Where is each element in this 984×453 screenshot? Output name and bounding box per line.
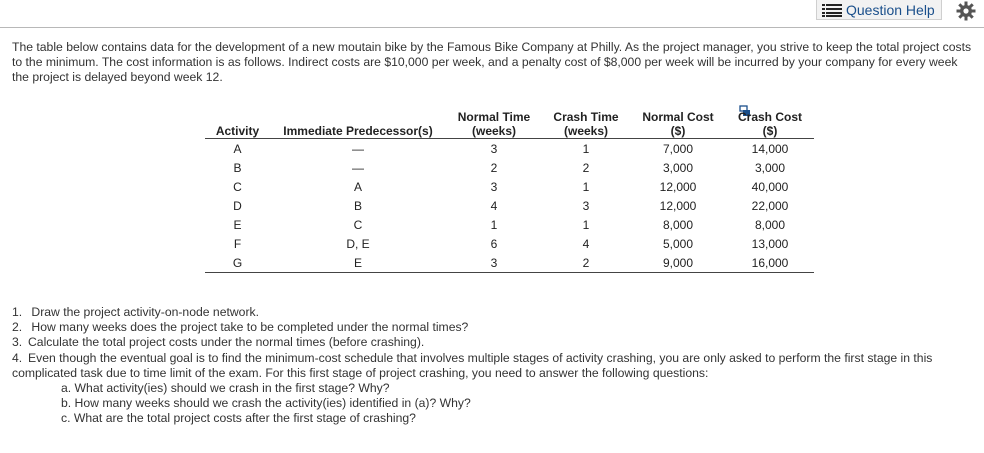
col-header-normal-time: Normal Time (weeks) [446,106,542,139]
cell-normal-cost: 5,000 [662,236,694,251]
cell-crash-time: 1 [582,179,590,194]
cell-normal-time: 3 [490,141,498,156]
col-header-crash-cost: Crash Cost ($) [726,106,814,139]
cell-crash-cost: 22,000 [751,198,789,213]
cell-predecessor: B [353,198,362,213]
cell-crash-time: 2 [582,160,590,175]
cell-normal-time: 3 [446,253,542,273]
cell-crash-time: 1 [582,141,590,156]
table-row [205,158,814,177]
cell-predecessor: A [353,179,362,194]
cell-normal-cost: 8,000 [662,217,694,232]
question-number: 1. [12,305,23,319]
table-row [205,196,814,215]
question-text: Calculate the total project costs under the normal times (before crashing). [28,335,425,350]
col-header-activity: Activity [205,106,270,139]
cell-activity: D [233,198,242,213]
question-text: Draw the project activity-on-node network. [31,305,259,319]
question-help-label: Question Help [846,1,935,18]
cell-normal-time: 4 [490,198,498,213]
cell-crash-time: 4 [582,236,590,251]
cell-normal-time: 3 [490,179,498,194]
cell-activity: F [233,236,242,251]
cell-crash-time: 1 [582,217,590,232]
cell-predecessor: — [352,160,364,175]
col-header-crash-time: Crash Time (weeks) [542,106,630,139]
cell-activity: E [233,217,242,232]
table-row [205,177,814,196]
subquestion-item: b. How many weeks should we crash the activity(ies) identified in (a)? Why? [61,396,471,411]
col-header-predecessors: Immediate Predecessor(s) [270,106,446,139]
question-list [12,305,978,427]
question-item [12,335,978,350]
gear-icon[interactable] [956,1,976,21]
cell-activity: G [205,253,270,273]
question-text: Even though the eventual goal is to find the minimum-cost schedule that involves multiple stages of activity crashing, you are only asked to perform the first stage in this complicated task due to time limit of the exam. For this first stage of project crashing, you need to answer the following questions: [12,350,933,380]
table-body [205,139,814,273]
header-divider [0,27,984,28]
cell-crash-cost: 8,000 [754,217,786,232]
activity-data-table [205,106,814,273]
cell-activity: C [233,179,242,194]
table-row [205,253,814,273]
top-toolbar [0,0,984,22]
question-help-button[interactable] [816,0,942,20]
cell-normal-time: 2 [490,160,498,175]
list-icon [822,3,842,17]
col-header-normal-cost: Normal Cost ($) [630,106,726,139]
table-header-row [205,106,814,139]
cell-predecessor: D, E [346,236,370,251]
cell-normal-time: 1 [490,217,498,232]
question-item [12,305,978,320]
cell-normal-cost: 9,000 [630,253,726,273]
cell-normal-cost: 7,000 [662,141,694,156]
question-number: 2. [12,320,23,335]
subquestion-item: c. What are the total project costs after the first stage of crashing? [61,411,416,426]
question-number: 3. [12,335,23,350]
cell-activity: B [233,160,242,175]
problem-statement: The table below contains data for the development of a new moutain bike by the Famous Bike Company at Philly. As the project manager, you strive to keep the total project costs to the minimum. The cost information is as follows. Indirect costs are $10,000 per week, and a penalty cost of $8,000 per week will be incurred by your company for every week the project is delayed beyond week 12. [12,40,972,84]
cell-predecessor: — [352,141,364,156]
cell-activity: A [233,141,242,156]
cell-normal-cost: 12,000 [659,198,697,213]
cell-crash-cost: 13,000 [751,236,789,251]
table-row [205,215,814,234]
cell-normal-cost: 3,000 [662,160,694,175]
table-row [205,139,814,159]
subquestion-item: a. What activity(ies) should we crash in the first stage? Why? [61,381,390,396]
cell-predecessor: C [353,217,363,232]
question-text: How many weeks does the project take to be completed under the normal times? [31,320,469,335]
question-item [12,351,978,381]
cell-normal-time: 6 [490,236,498,251]
table-row [205,234,814,253]
cell-crash-cost: 3,000 [754,160,786,175]
cell-crash-cost: 16,000 [726,253,814,273]
cell-crash-cost: 40,000 [751,179,789,194]
cell-crash-time: 3 [582,198,590,213]
cell-crash-time: 2 [542,253,630,273]
question-number: 4. [12,350,23,365]
question-item [12,320,978,335]
cell-predecessor: E [270,253,446,273]
cell-crash-cost: 14,000 [751,141,789,156]
cell-normal-cost: 12,000 [659,179,697,194]
